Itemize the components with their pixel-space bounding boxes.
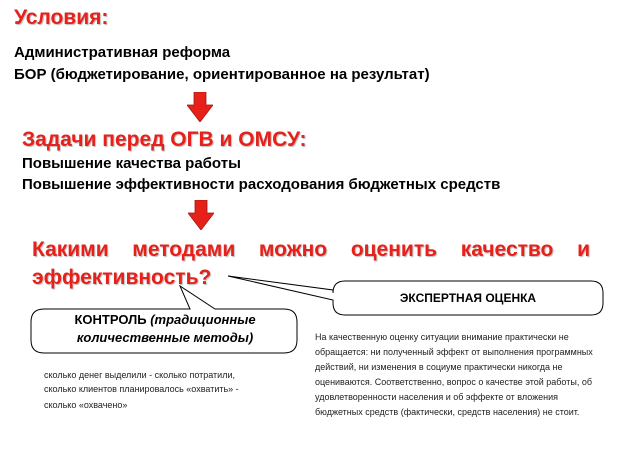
control-label-bold: КОНТРОЛЬ [74,312,147,327]
conditions-line-2: БОР (бюджетирование, ориентированное на результат) [14,66,430,83]
expert-label: ЭКСПЕРТНАЯ ОЦЕНКА [399,291,537,305]
question-word: Какими [32,238,109,261]
question-word: качество [460,238,554,261]
control-label-italic: (традиционные количественные методы) [76,312,256,345]
question-word: оценить [350,238,438,261]
control-label [34,311,296,347]
question-word: можно [258,238,328,261]
conditions-title: Условия: [14,6,109,29]
question-word: и [577,238,590,261]
control-note-line: сколько денег выделили - сколько потратили, [44,370,235,380]
control-note-line: сколько «охвачено» [44,400,128,410]
control-note-line: сколько клиентов планировалось «охватить» - [44,384,239,394]
question-word: методами [132,238,236,261]
control-note [44,368,304,412]
question-line-2: эффективность? [32,266,212,289]
expert-note: На качественную оценку ситуации внимание практически не обращается: ни полученный эффект от выполнения программных действий, ни изменения в социуме практически никогда не оцениваются. Соответственно, вопрос о качестве этой работы, об удовлетворенности населения и об эффекте от вложения бюджетных средств (фактически, средств населения) не стоит. [315,332,593,417]
tasks-line-2: Повышение эффективности расходования бюджетных средств [22,176,501,193]
tasks-line-1: Повышение качества работы [22,155,241,172]
tasks-title: Задачи перед ОГВ и ОМСУ: [22,128,307,151]
conditions-line-1: Административная реформа [14,44,231,61]
